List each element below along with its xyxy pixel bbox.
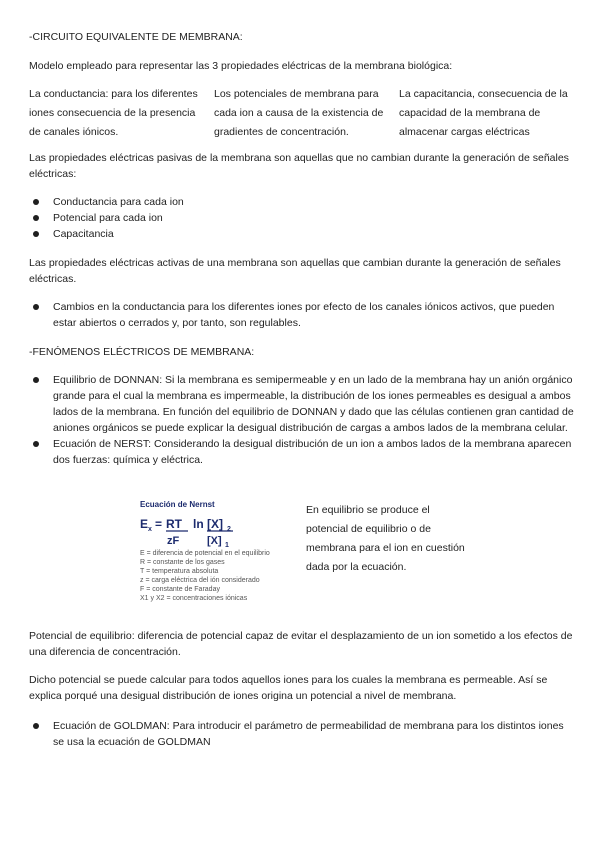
legend-line: E = diferencia de potencial en el equilibrio bbox=[140, 550, 270, 557]
legend-line: R = constante de los gases bbox=[140, 559, 225, 566]
nernst-legend bbox=[140, 549, 270, 603]
intro-paragraph: Modelo empleado para representar las 3 propiedades eléctricas de la membrana biológica: bbox=[29, 60, 453, 72]
column-potentials: Los potenciales de membrana para cada ion a causa de la existencia de gradientes de concentración. bbox=[214, 88, 384, 138]
bullet-icon bbox=[33, 231, 39, 237]
section-title-circuit: -CIRCUITO EQUIVALENTE DE MEMBRANA: bbox=[29, 31, 243, 43]
bullet-icon bbox=[33, 723, 39, 729]
nernst-title: Ecuación de Nernst bbox=[140, 500, 215, 509]
list-item: Potencial para cada ion bbox=[29, 210, 574, 226]
legend-line: z = carga eléctrica del ión considerado bbox=[140, 577, 260, 584]
section-title-phenomena: -FENÓMENOS ELÉCTRICOS DE MEMBRANA: bbox=[29, 346, 255, 358]
bullet-icon bbox=[33, 441, 39, 447]
formula-ln: ln bbox=[193, 517, 204, 531]
goldman-list bbox=[29, 718, 574, 750]
formula-frac-den: [X] bbox=[207, 535, 222, 547]
legend-line: X1 y X2 = concentraciones iónicas bbox=[140, 595, 248, 602]
formula-num: RT bbox=[166, 517, 182, 531]
equilibrium-potential-definition: Potencial de equilibrio: diferencia de potencial capaz de evitar el desplazamiento de un ion sometido a los efectos de una diferencia de concentración. bbox=[29, 630, 573, 658]
list-item: Conductancia para cada ion bbox=[29, 194, 574, 210]
formula-den: zF bbox=[167, 535, 180, 547]
legend-line: T = temperatura absoluta bbox=[140, 568, 219, 575]
svg-text:=: = bbox=[155, 517, 163, 531]
bullet-icon bbox=[33, 304, 39, 310]
phenomena-list bbox=[29, 372, 574, 468]
calculation-paragraph: Dicho potencial se puede calcular para todos aquellos iones para los cuales la membrana es permeable. Así se explica porqué una desigual distribución de iones origina un potencial a nivel de membrana. bbox=[29, 674, 548, 702]
legend-line: F = constante de Faraday bbox=[140, 586, 220, 593]
passive-properties-paragraph: Las propiedades eléctricas pasivas de la membrana son aquellas que no cambian durante la generación de señales eléctricas: bbox=[29, 152, 569, 180]
list-item: Cambios en la conductancia para los diferentes iones por efecto de los canales iónicos activos, que pueden estar abiertos o cerrados y, por tanto, son regulables. bbox=[29, 299, 574, 331]
bullet-icon bbox=[33, 199, 39, 205]
list-item: Ecuación de GOLDMAN: Para introducir el parámetro de permeabilidad de membrana para los distintos iones se usa la ecuación de GOLDMAN bbox=[29, 718, 574, 750]
nernst-note: En equilibrio se produce el potencial de equilibrio o de membrana para el ion en cuestión dada por la ecuación. bbox=[306, 503, 465, 573]
formula-lhs-sub: x bbox=[148, 526, 152, 533]
formula-frac-den-sub: 1 bbox=[225, 542, 229, 549]
active-properties-list bbox=[29, 299, 574, 331]
column-capacitance: La capacitancia, consecuencia de la capacidad de la membrana de almacenar cargas eléctricas bbox=[399, 88, 568, 138]
formula-frac-num-sub: 2 bbox=[227, 526, 231, 533]
formula-lhs: E bbox=[140, 517, 149, 531]
list-item: Equilibrio de DONNAN: Si la membrana es semipermeable y en un lado de la membrana hay un anión orgánico grande para el cual la membrana es impermeable, la distribución de los iones permeables es desigual a ambos lados de la membrana. En función del equilibrio de DONNAN y dado que las células contienen gran cantidad de aniones orgánicos se puede explicar la desigual distribución de cargas a ambos lados de la membrana celular. bbox=[29, 372, 574, 436]
list-item: Capacitancia bbox=[29, 226, 574, 242]
formula-frac-num: [X] bbox=[207, 517, 223, 531]
passive-properties-list bbox=[29, 194, 574, 242]
nernst-formula bbox=[140, 515, 300, 549]
column-conductance: La conductancia: para los diferentes iones consecuencia de la presencia de canales iónicos. bbox=[29, 88, 198, 138]
bullet-icon bbox=[33, 215, 39, 221]
list-item: Ecuación de NERST: Considerando la desigual distribución de un ion a ambos lados de la membrana aparecen dos fuerzas: química y eléctrica. bbox=[29, 436, 574, 468]
nernst-equation-figure bbox=[140, 495, 300, 607]
active-properties-paragraph: Las propiedades eléctricas activas de una membrana son aquellas que cambian durante la generación de señales eléctricas. bbox=[29, 257, 561, 285]
bullet-icon bbox=[33, 377, 39, 383]
